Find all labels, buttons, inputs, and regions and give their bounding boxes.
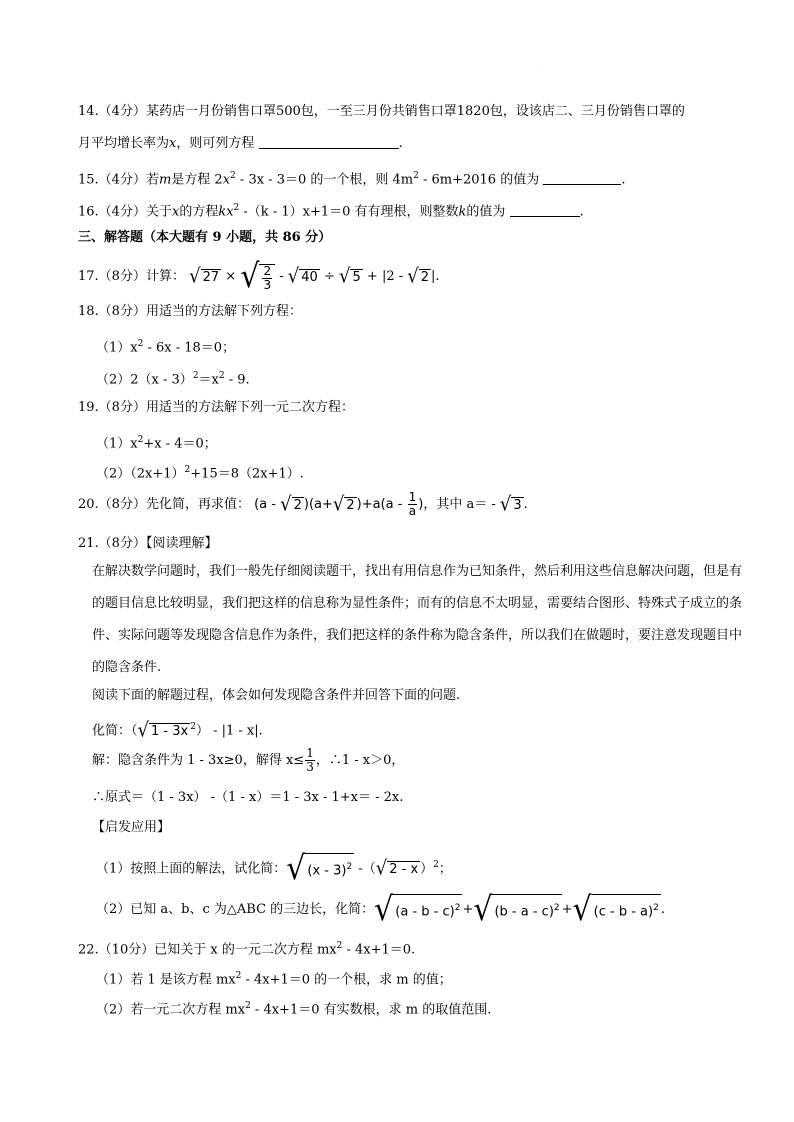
q21-simp-rest: ） - |1 - x|.: [195, 723, 263, 739]
q20-text: 先化简，再求值：: [145, 497, 250, 512]
page-mark: ·: [538, 66, 540, 73]
q21-solution-1: [92, 746, 744, 776]
q21-a1-mid: -（: [354, 861, 376, 877]
q21-tag2: 【启发应用】: [92, 820, 171, 835]
q21-a2-plus2: +: [561, 902, 573, 918]
q21-number: 21.（8分）: [78, 536, 146, 551]
q14-line1: [78, 102, 744, 122]
q14-text2: 月平均增长率为: [78, 136, 170, 151]
q21-a1-semi: ；: [438, 861, 452, 877]
q17-plus: +: [366, 269, 378, 284]
q19-number: 19.（8分）: [78, 400, 146, 415]
q15-sup: 2: [230, 171, 236, 181]
q16-eq: -（k - 1）x+1＝0 有有理根，则整数: [239, 204, 459, 220]
q15-x: x: [222, 172, 231, 188]
q17-times: ×: [225, 269, 237, 284]
q21-fraction: $\frac{1}{3}$: [306, 746, 314, 774]
q17-abs-end: |.: [431, 269, 440, 284]
q16-k: k: [458, 204, 467, 220]
q22-part1: [96, 966, 744, 990]
q21-paragraph-2: 阅读下面的解题过程，体会如何发现隐含条件并回答下面的问题.: [92, 688, 461, 703]
q16-answer-blank[interactable]: [510, 202, 580, 217]
q18-p1: （1）x: [96, 340, 138, 356]
q18-p2-sup2: 2: [218, 371, 225, 381]
sqrt-27: √ 27: [189, 264, 220, 288]
q14-text: 某药店一月份销售口罩500包，一至三月份共销售口罩1820包，设该店二、三月份销售口罩的: [145, 104, 685, 119]
q19-p2-sup: 2: [184, 465, 191, 475]
q22-text2: - 4x+1＝0.: [342, 942, 416, 958]
section-3-heading: 三、解答题（本大题有 9 小题，共 86 分）: [78, 230, 332, 245]
q14-line2: [78, 134, 744, 154]
q18-p2-rest: - 9.: [224, 372, 250, 388]
q17-pre: 计算：: [145, 269, 185, 284]
q20-where: ，其中 a＝ -: [423, 497, 500, 512]
sqrt-2: √ 2: [407, 264, 430, 288]
q20-expression: (a - √ 2 )(a+ √ 2 )+a(a - $\frac{1}{a}$ ): [254, 490, 424, 518]
q16-x: x: [171, 204, 180, 220]
q18-p1-rest: - 6x - 18＝0；: [143, 340, 236, 356]
q14-answer-blank[interactable]: [259, 134, 399, 149]
q15-sup-b: 2: [413, 171, 419, 181]
q22-sup: 2: [336, 941, 343, 951]
q15-pre: 若: [145, 172, 159, 188]
q18-p2-sup: 2: [192, 371, 199, 381]
q22-text: 已知关于 x 的一元二次方程 mx: [154, 942, 337, 958]
q15-end: .: [621, 172, 626, 188]
q21-paragraph-1: 在解决数学问题时，我们一般先仔细阅读题干，找出有用信息作为已知条件，然后利用这些信息解决问题，但是有的题目信息比较明显，我们把这样的信息称为显性条件；而有的信息不太明显，需要结合图形、特殊式子成立的条件、实际问题等发现隐含信息作为条件，我们把这样的条件称为隐含条件，所以我们在做题时，要注意发现题目中的隐含条件.: [92, 564, 743, 675]
q21-a1-end: ）: [420, 861, 434, 877]
q16-post: 的值为: [466, 204, 506, 220]
q18-part2: [96, 366, 744, 390]
q16-sup: 2: [233, 203, 240, 213]
q15-eq: - 3x - 3＝0 的一个根，则 4m: [235, 172, 414, 188]
q21-a1-sup2: 2: [433, 860, 439, 870]
q14-number: 14.（4分）: [78, 104, 146, 119]
q16-number: 16.（4分）: [78, 204, 146, 220]
q21-line: [78, 534, 744, 554]
q17-div: ÷: [323, 269, 335, 284]
q21-sol1: 解：隐含条件为 1 - 3x≥0，解得 x≤: [92, 753, 305, 768]
q15-post: - 6m+2016 的值为: [418, 172, 540, 188]
q21-apply-2: [96, 890, 744, 930]
q19-p2-rest: +15＝8（2x+1）.: [190, 466, 304, 482]
q17-number: 17.（8分）: [78, 269, 146, 284]
q20-number: 20.（8分）: [78, 497, 146, 512]
q22-p1: （1）若 1 是该方程 mx: [96, 972, 236, 988]
q21-a2-sqrt1: √ (a - b - c)$^2$: [374, 890, 461, 930]
q18-line: [78, 302, 744, 322]
q17-abs: |2 -: [381, 269, 408, 284]
q15-line: [78, 166, 744, 190]
q18-number: 18.（8分）: [78, 304, 146, 319]
q20-end: .: [523, 497, 528, 512]
q21-tag: 【阅读理解】: [145, 536, 218, 551]
q19-part1: [96, 430, 744, 454]
q21-a1: （1）按照上面的解法，试化简：: [96, 861, 287, 877]
q16-line: [78, 198, 744, 222]
q19-p1-sup: 2: [137, 435, 144, 445]
q16-end: .: [579, 204, 584, 220]
q22-part2: [96, 996, 744, 1020]
q22-line: [78, 936, 744, 960]
q18-p1-sup: 2: [137, 339, 144, 349]
q22-number: 22.（10分）: [78, 942, 155, 958]
q21-apply-1: [96, 849, 744, 889]
q15-mid: 是方程 2: [171, 172, 223, 188]
q22-p1-sup: 2: [235, 971, 242, 981]
q21-a2-end: .: [660, 902, 665, 918]
q21-a1-sqrt1: √ (x - 3)$^2$: [286, 849, 353, 889]
q21-sqrt: √ 1 - 3x: [137, 718, 189, 742]
q21-a2: （2）已知 a、b、c 为△ABC 的三边长，化简：: [96, 902, 375, 918]
q16-mid: 的方程: [179, 204, 219, 220]
q22-p2: （2）若一元二次方程 mx: [96, 1002, 246, 1018]
q19-p2: （2）（2x+1）: [96, 466, 185, 482]
sqrt-40: √ 40: [287, 264, 318, 288]
q19-part2: [96, 460, 744, 484]
q18-text: 用适当的方法解下列方程：: [145, 304, 302, 319]
q19-p1-rest: +x - 4＝0；: [143, 436, 217, 452]
q18-p2-mid: ＝x: [198, 372, 219, 388]
q16-kx: kx: [218, 204, 234, 220]
q21-a2-sqrt2: √ (b - a - c)$^2$: [473, 890, 560, 930]
q18-p2: （2）2（x - 3）: [96, 372, 193, 388]
q21-simp: 化简：（: [92, 723, 138, 739]
q14-var: x: [169, 136, 177, 151]
sqrt-fraction: √ $\frac{2}{3}$: [240, 262, 275, 292]
q16-pre: 关于: [145, 204, 172, 220]
q19-p1: （1）x: [96, 436, 138, 452]
q17-minus: -: [279, 269, 288, 284]
q15-answer-blank[interactable]: [543, 170, 621, 185]
q22-p2-rest: - 4x+1＝0 有实数根，求 m 的取值范围.: [250, 1002, 492, 1018]
q14-end: .: [398, 136, 403, 151]
q21-a2-plus1: +: [462, 902, 474, 918]
q21-simplify: [92, 714, 744, 744]
q14-text3: ，则可列方程: [176, 136, 255, 151]
q19-text: 用适当的方法解下列一元二次方程：: [145, 400, 354, 415]
sqrt-3: √ 3: [499, 492, 522, 516]
q19-line: [78, 398, 744, 418]
q22-p1-rest: - 4x+1＝0 的一个根，求 m 的值；: [241, 972, 452, 988]
q21-a1-sqrt2: √ 2 - x: [375, 856, 419, 880]
q15-number: 15.（4分）: [78, 172, 146, 188]
q21-simp-sup: 2: [190, 722, 196, 732]
q15-m: m: [158, 172, 172, 188]
q20-line: [78, 488, 744, 522]
q18-part1: [96, 334, 744, 358]
q21-a2-sqrt3: √ (c - b - a)$^2$: [572, 890, 659, 930]
q22-p2-sup: 2: [245, 1001, 251, 1011]
q17-line: [78, 256, 744, 296]
sqrt-5: √ 5: [338, 264, 361, 288]
q21-sol1-rest: ，∴1 - x＞0，: [315, 753, 405, 768]
q21-solution-2: ∴原式＝（1 - 3x） -（1 - x）＝1 - 3x - 1+x＝ - 2x.: [92, 790, 404, 805]
